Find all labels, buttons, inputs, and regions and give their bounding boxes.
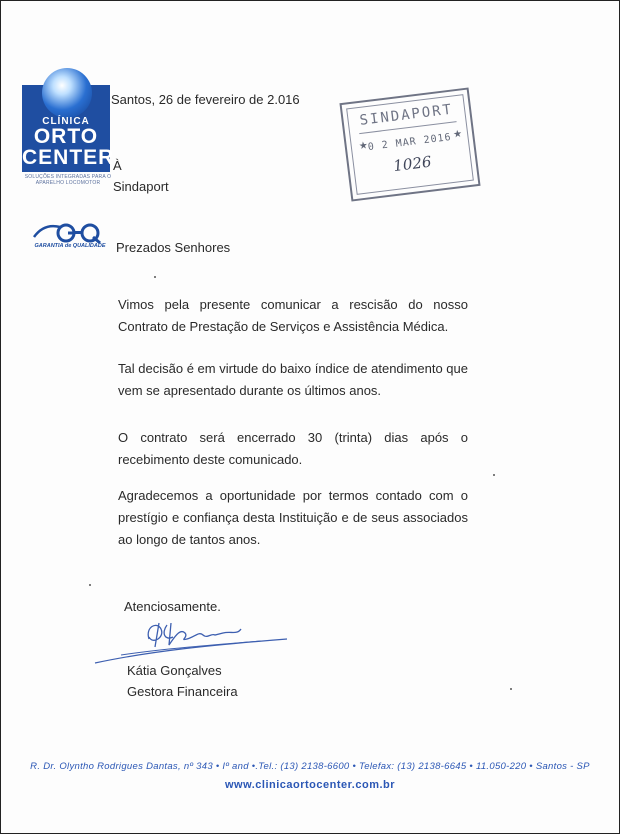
to-label: À — [113, 158, 122, 173]
logo-tagline: SOLUÇÕES INTEGRADAS PARA O APARELHO LOCOMOTOR — [24, 174, 112, 186]
scan-speck — [154, 276, 156, 278]
quality-logo — [30, 221, 110, 255]
received-stamp — [339, 87, 480, 201]
signature-image — [91, 611, 291, 667]
paragraph-2: Tal decisão é em virtude do baixo índice de atendimento que vem se apresentado durante os últimos anos. — [118, 361, 468, 398]
recipient: Sindaport — [113, 179, 169, 194]
logo-orto-text: ORTO — [33, 125, 99, 148]
stamp-date: 0 2 MAR 2016 — [367, 131, 453, 154]
scan-speck — [510, 688, 512, 690]
scan-speck — [493, 474, 495, 476]
signer-role: Gestora Financeira — [127, 684, 238, 699]
paragraph-1: Vimos pela presente comunicar a rescisão do nosso Contrato de Prestação de Serviços e Assistência Médica. — [118, 297, 468, 334]
footer-address: R. Dr. Olyntho Rodrigues Dantas, nº 343 • Iº and •.Tel.: (13) 2138-6600 • Telefax: (13) 2138-6645 • 11.050-220 • Santos - SP — [30, 761, 590, 772]
date-line: Santos, 26 de fevereiro de 2.016 — [111, 92, 300, 107]
scan-speck — [89, 584, 91, 586]
logo-clinica-text: CLÍNICA — [42, 116, 90, 127]
footer-website: www.clinicaortocenter.com.br — [224, 779, 396, 791]
globe-icon — [42, 68, 92, 118]
signer-name: Kátia Gonçalves — [127, 663, 222, 678]
star-icon: ★ — [358, 140, 369, 153]
salutation: Prezados Senhores — [116, 240, 231, 255]
clinic-logo — [22, 68, 115, 172]
closing: Atenciosamente. — [124, 599, 221, 614]
stamp-number: 1026 — [392, 152, 433, 176]
stamp-title: SINDAPORT — [358, 101, 454, 129]
paragraph-4: Agradecemos a oportunidade por termos contado com o prestígio e confiança desta Instituição e de seus associados ao longo de tantos anos. — [118, 488, 468, 547]
paragraph-3: O contrato será encerrado 30 (trinta) dias após o recebimento deste comunicado. — [118, 430, 468, 467]
star-icon: ★ — [452, 128, 463, 141]
quality-logo-text: GARANTIA de QUALIDADE — [34, 243, 106, 249]
gq-mark-icon — [30, 221, 110, 245]
logo-center-text: CENTER — [22, 146, 115, 169]
